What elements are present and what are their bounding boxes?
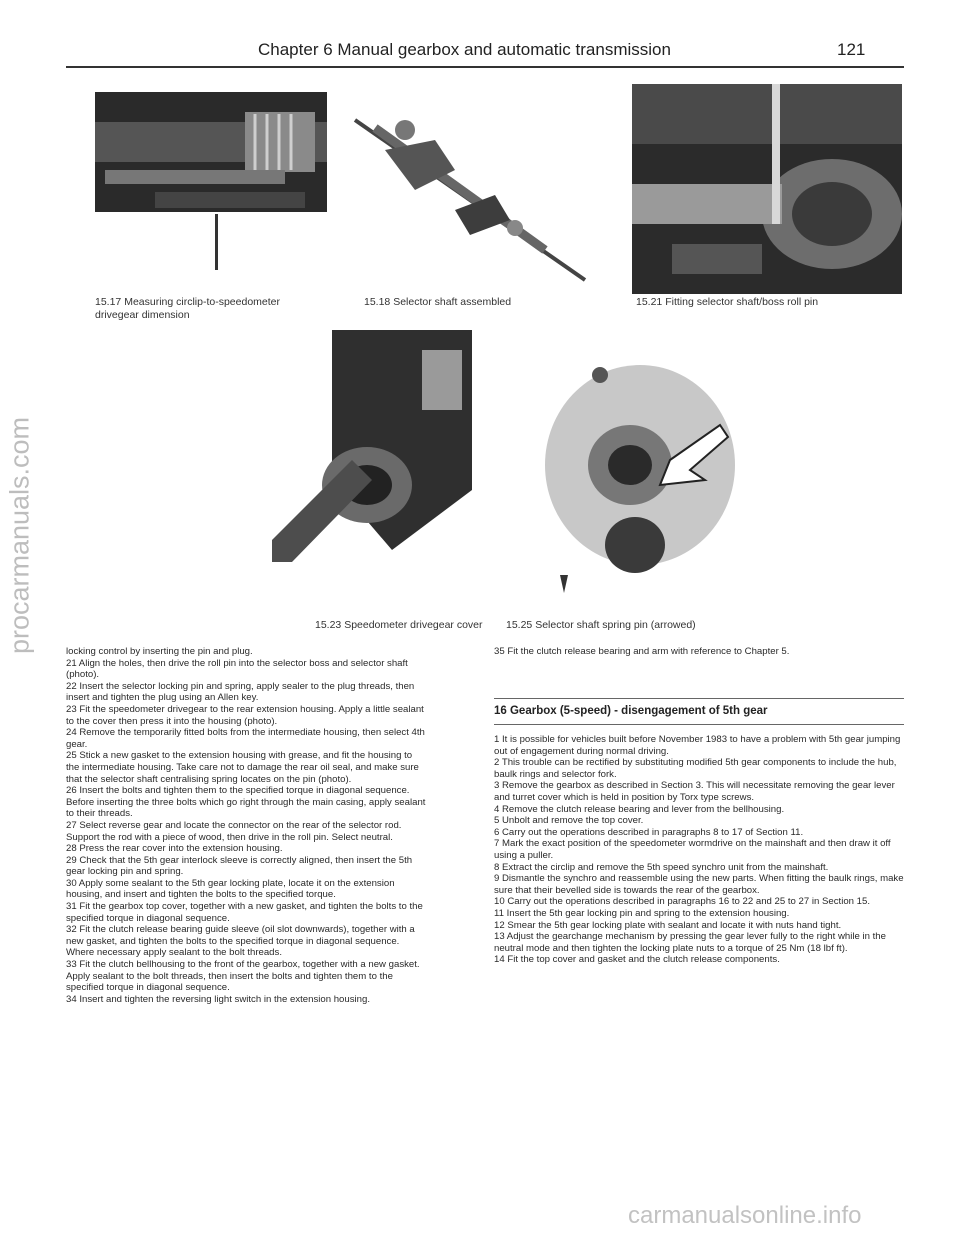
paragraph: 22 Insert the selector locking pin and spring, apply sealer to the plug threads, then insert and tighten the plug using an Allen key. <box>66 680 415 704</box>
caption-15-23: 15.23 Speedometer drivegear cover <box>315 619 483 631</box>
section-rule-top <box>494 698 904 699</box>
photo-15-17 <box>95 92 327 282</box>
header-rule <box>66 66 904 68</box>
paragraph: 10 Carry out the operations described in paragraphs 16 to 22 and 25 to 27 in Section 15. <box>494 896 871 908</box>
left-column <box>66 646 426 1005</box>
section-16-heading: 16 Gearbox (5-speed) - disengagement of 5th gear <box>494 705 768 717</box>
paragraph: 24 Remove the temporarily fitted bolts from the intermediate housing, then select 4th gear. <box>66 727 425 750</box>
photo-15-18 <box>345 100 597 295</box>
chapter-title: Chapter 6 Manual gearbox and automatic transmission <box>258 40 671 59</box>
paragraph: 32 Fit the clutch release bearing guide sleeve (oil slot downwards), together with a new gasket, and tighten the bolts to the specified torque in diagonal sequence. Where necessary apply sealant to the bolt threads. <box>66 924 415 959</box>
caption-15-21: 15.21 Fitting selector shaft/boss roll pin <box>636 296 819 308</box>
right-column-intro <box>494 646 904 658</box>
paragraph: 7 Mark the exact position of the speedometer wormdrive on the mainshaft and then draw it off using a puller. <box>494 838 891 861</box>
page-header <box>0 40 960 64</box>
photo-15-25 <box>520 345 760 597</box>
paragraph: 13 Adjust the gearchange mechanism by pressing the gear lever fully to the right while in the neutral mode and then tighten the locking plate nuts to a torque of 25 Nm (18 lbf ft). <box>494 931 886 954</box>
paragraph: 29 Check that the 5th gear interlock sleeve is correctly aligned, then insert the 5th gear locking pin and spring. <box>66 854 413 878</box>
paragraph: 27 Select reverse gear and locate the connector on the rear of the selector rod. Support the rod with a piece of wood, then drive in the roll pin. Select neutral. <box>66 819 402 843</box>
paragraph: 4 Remove the clutch release bearing and lever from the bellhousing. <box>494 803 785 815</box>
paragraph: 14 Fit the top cover and gasket and the clutch release components. <box>494 954 780 966</box>
paragraph: 34 Insert and tighten the reversing light switch in the extension housing. <box>66 993 370 1005</box>
paragraph: 1 It is possible for vehicles built before November 1983 to have a problem with 5th gear jumping out of engagement during normal driving. <box>494 734 901 757</box>
side-watermark: procarmanuals.com <box>4 416 35 655</box>
paragraph: 33 Fit the clutch bellhousing to the front of the gearbox, together with a new gasket. Apply sealant to the bolt threads, then insert the bolts and tighten them to the specified torque in diagonal sequence. <box>66 959 420 994</box>
paragraph: 3 Remove the gearbox as described in Section 3. This will necessitate removing the gear lever and turret cover which is held in position by Torx type screws. <box>494 780 895 803</box>
paragraph: 11 Insert the 5th gear locking pin and spring to the extension housing. <box>494 907 790 919</box>
caption-15-17: 15.17 Measuring circlip-to-speedometer drivegear dimension <box>95 296 281 321</box>
paragraph: locking control by inserting the pin and plug. <box>66 646 253 657</box>
photo-15-23 <box>272 330 472 562</box>
section-16-body <box>494 734 904 966</box>
paragraph: 6 Carry out the operations described in paragraphs 8 to 17 of Section 11. <box>494 826 804 838</box>
paragraph: 31 Fit the gearbox top cover, together with a new gasket, and tighten the bolts to the specified torque in diagonal sequence. <box>66 901 423 924</box>
paragraph: 25 Stick a new gasket to the extension housing with grease, and fit the housing to the intermediate housing. Take care not to damage the rear oil seal, and make sure that the selector shaft centralising spring locates on the pin (photo). <box>66 750 419 785</box>
paragraph: 5 Unbolt and remove the top cover. <box>494 815 644 827</box>
paragraph: 28 Press the rear cover into the extension housing. <box>66 843 283 855</box>
paragraph: 26 Insert the bolts and tighten them to the specified torque in diagonal sequence. Before inserting the three bolts which go right through the main casing, apply sealant to their threads. <box>66 785 426 820</box>
section-rule-bottom <box>494 724 904 725</box>
paragraph: 30 Apply some sealant to the 5th gear locking plate, locate it on the extension housing, and insert and tighten the bolts to the specified torque. <box>66 877 395 901</box>
caption-15-25: 15.25 Selector shaft spring pin (arrowed) <box>506 619 696 631</box>
paragraph: 21 Align the holes, then drive the roll pin into the selector boss and selector shaft (photo). <box>66 657 408 681</box>
paragraph: 9 Dismantle the synchro and reassemble using the new parts. When fitting the baulk rings, make sure that their bevelled side is towards the rear of the gearbox. <box>494 873 904 896</box>
paragraph: 23 Fit the speedometer drivegear to the rear extension housing. Apply a little sealant to the cover then press it into the housing (photo). <box>66 703 424 727</box>
paragraph: 35 Fit the clutch release bearing and arm with reference to Chapter 5. <box>494 646 790 657</box>
caption-15-18: 15.18 Selector shaft assembled <box>364 296 512 308</box>
paragraph: 12 Smear the 5th gear locking plate with sealant and locate it with nuts hand tight. <box>494 919 842 931</box>
photo-15-21 <box>632 84 902 294</box>
page-number: 121 <box>837 40 866 59</box>
paragraph: 2 This trouble can be rectified by substituting modified 5th gear components to include the hub, baulk rings and selector fork. <box>494 757 897 780</box>
paragraph: 8 Extract the circlip and remove the 5th speed synchro unit from the mainshaft. <box>494 861 829 873</box>
footer-watermark: carmanualsonline.info <box>628 1202 862 1229</box>
